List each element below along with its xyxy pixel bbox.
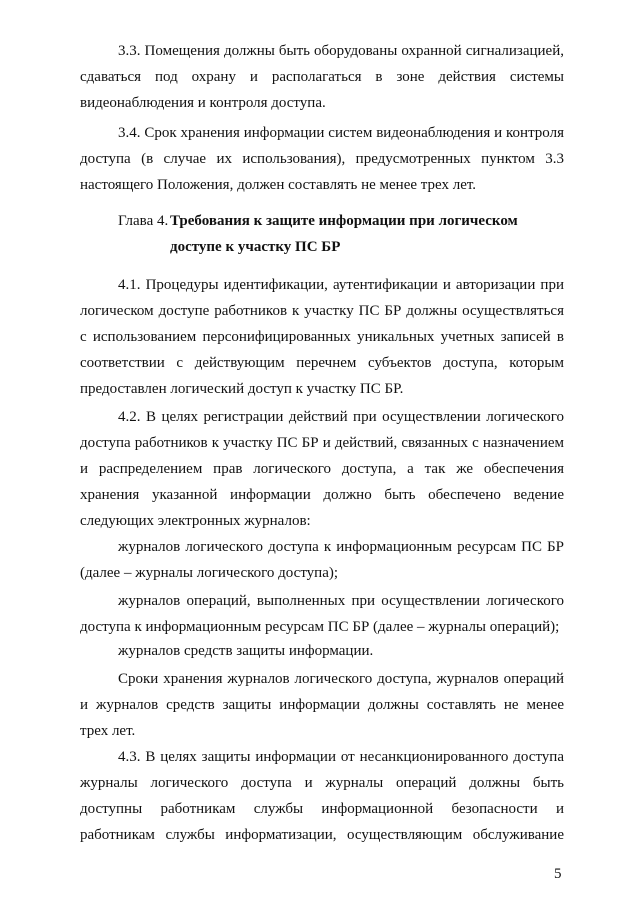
paragraph-4-2	[80, 404, 564, 534]
paragraph-3-4	[80, 120, 564, 198]
chapter-title-line1: Требования к защите информации при логическом	[170, 213, 518, 229]
text-line: трех лет.	[80, 723, 136, 739]
text-line: 3.3. Помещения должны быть оборудованы охранной сигнализацией,	[118, 43, 564, 59]
text-line: доступны работникам службы информационной безопасности и	[80, 801, 564, 817]
journal-item-1	[80, 534, 564, 586]
page-number: 5	[554, 866, 562, 882]
text-line: Сроки хранения журналов логического доступа, журналов операций	[118, 671, 564, 687]
journal-item-2	[80, 588, 564, 640]
text-line: доступа работников к участку ПС БР и действий, связанных с назначением	[80, 435, 564, 451]
text-line: соответствии с действующим перечнем субъектов доступа, которым	[80, 355, 564, 371]
text-line: 4.2. В целях регистрации действий при осуществлении логического	[118, 409, 564, 425]
journal-item-3	[80, 638, 564, 664]
text-line: хранения указанной информации должно быть обеспечено ведение	[80, 487, 564, 503]
text-line: 4.3. В целях защиты информации от несанкционированного доступа	[118, 749, 564, 765]
text-line: 3.4. Срок хранения информации систем видеонаблюдения и контроля	[118, 125, 564, 141]
chapter-4-heading	[118, 208, 568, 260]
paragraph-3-3	[80, 38, 564, 116]
text-line: и журналов средств защиты информации должны составлять не менее	[80, 697, 564, 713]
paragraph-4-1	[80, 272, 564, 402]
chapter-title-line2: доступе к участку ПС БР	[170, 239, 341, 255]
text-line: доступа (в случае их использования), предусмотренных пунктом 3.3	[80, 151, 564, 167]
text-line: журналов средств защиты информации.	[118, 643, 374, 659]
text-line: журналы логического доступа и журналы операций должны быть	[80, 775, 564, 791]
text-line: (далее – журналы логического доступа);	[80, 565, 339, 581]
text-line: журналов операций, выполненных при осуществлении логического	[118, 593, 564, 609]
text-line: 4.1. Процедуры идентификации, аутентификации и авторизации при	[118, 277, 564, 293]
text-line: сдаваться под охрану и располагаться в зоне действия системы	[80, 69, 564, 85]
text-line: с использованием персонифицированных уникальных учетных записей в	[80, 329, 564, 345]
text-line: видеонаблюдения и контроля доступа.	[80, 95, 326, 111]
text-line: журналов логического доступа к информационным ресурсам ПС БР	[118, 539, 564, 555]
text-line: следующих электронных журналов:	[80, 513, 311, 529]
paragraph-terms	[80, 666, 564, 744]
text-line: предоставлен логический доступ к участку ПС БР.	[80, 381, 404, 397]
text-line: и распределением прав логического доступа, а так же обеспечения	[80, 461, 564, 477]
text-line: работникам службы информатизации, осуществляющим обслуживание	[80, 827, 564, 843]
text-line: настоящего Положения, должен составлять не менее трех лет.	[80, 177, 477, 193]
paragraph-4-3	[80, 744, 564, 848]
text-line: доступа к информационным ресурсам ПС БР (далее – журналы операций);	[80, 619, 560, 635]
chapter-label: Глава 4.	[118, 213, 169, 229]
text-line: логическом доступе работников к участку ПС БР должны осуществляться	[80, 303, 564, 319]
